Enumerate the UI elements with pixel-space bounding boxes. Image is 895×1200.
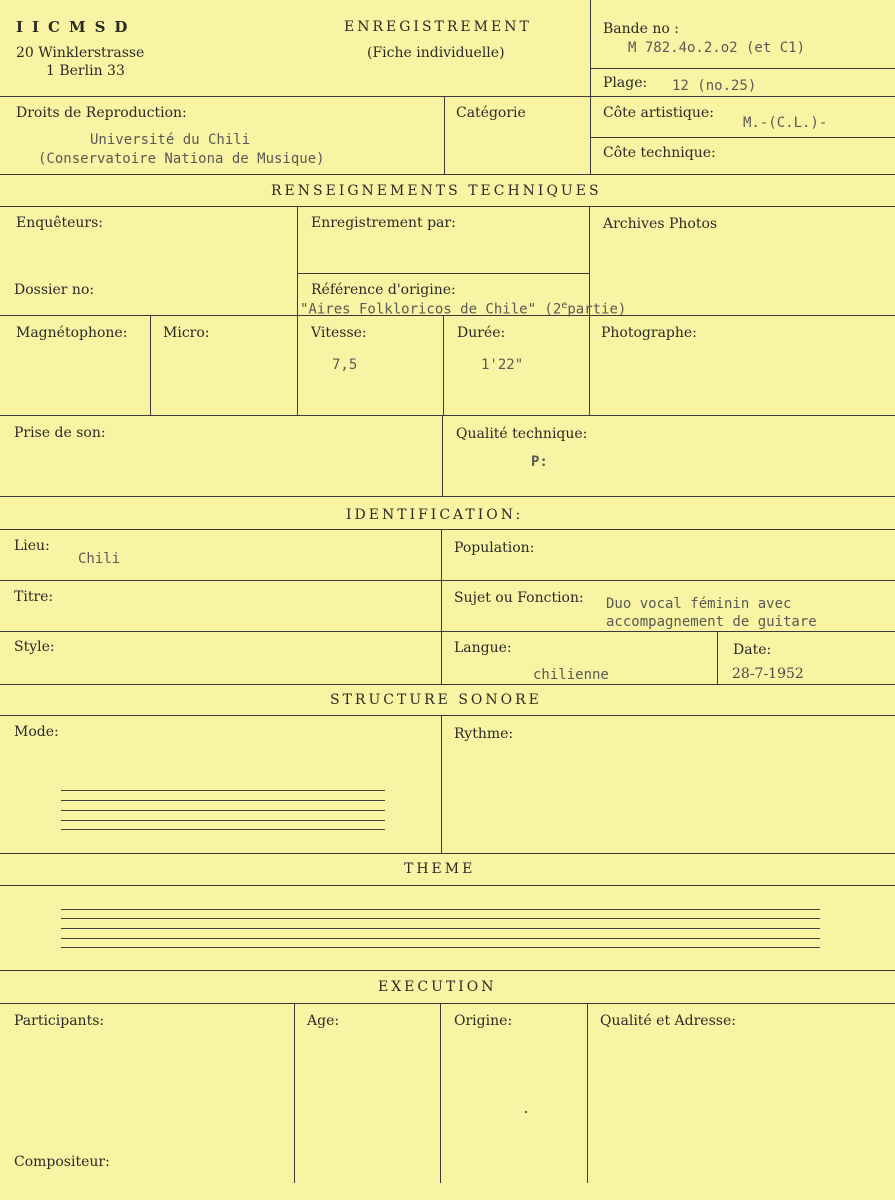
qualite-technique-label: Qualité technique: bbox=[456, 426, 588, 442]
origine-label: Origine: bbox=[454, 1013, 513, 1029]
rule bbox=[441, 529, 442, 684]
bande-value: M 782.4o.2.o2 (et C1) bbox=[628, 40, 806, 56]
rule bbox=[297, 273, 589, 274]
rule bbox=[0, 970, 895, 971]
participants-label: Participants: bbox=[14, 1013, 105, 1029]
staff-line bbox=[61, 810, 385, 811]
rule bbox=[0, 853, 895, 854]
rule bbox=[0, 580, 895, 581]
cote-artistique-label: Côte artistique: bbox=[603, 105, 714, 121]
micro-label: Micro: bbox=[163, 325, 210, 341]
duree-label: Durée: bbox=[457, 325, 506, 341]
form-subtitle: (Fiche individuelle) bbox=[367, 45, 505, 61]
rule bbox=[297, 206, 298, 415]
rule bbox=[587, 1003, 588, 1183]
lieu-label: Lieu: bbox=[14, 538, 50, 554]
qualite-technique-value: P: bbox=[531, 454, 548, 470]
reference-label: Référence d'origine: bbox=[311, 282, 456, 298]
langue-value: chilienne bbox=[533, 667, 609, 683]
technical-heading: RENSEIGNEMENTS TECHNIQUES bbox=[271, 183, 602, 199]
rule bbox=[444, 96, 445, 174]
staff-line bbox=[61, 829, 385, 830]
enqueteurs-label: Enquêteurs: bbox=[16, 215, 104, 231]
institution-logo: IICMSD bbox=[16, 18, 137, 36]
vitesse-label: Vitesse: bbox=[311, 325, 367, 341]
rule bbox=[0, 496, 895, 497]
rule bbox=[717, 631, 718, 684]
rule bbox=[0, 1003, 895, 1004]
theme-heading: THEME bbox=[404, 861, 476, 877]
sujet-value-line-1: Duo vocal féminin avec bbox=[606, 596, 792, 612]
archives-photos-label: Archives Photos bbox=[603, 216, 718, 232]
rule bbox=[590, 68, 895, 69]
rule bbox=[590, 0, 591, 174]
staff-line bbox=[61, 800, 385, 801]
duree-value: 1'22" bbox=[481, 357, 524, 373]
mode-label: Mode: bbox=[14, 724, 59, 740]
rights-line-1: Université du Chili bbox=[90, 132, 251, 148]
langue-label: Langue: bbox=[454, 640, 512, 656]
enregistrement-par-label: Enregistrement par: bbox=[311, 215, 456, 231]
prise-de-son-label: Prise de son: bbox=[14, 425, 106, 441]
plage-label: Plage: bbox=[603, 75, 648, 91]
rythme-label: Rythme: bbox=[454, 726, 514, 742]
qualite-adresse-label: Qualité et Adresse: bbox=[600, 1013, 736, 1029]
date-value: 28-7-1952 bbox=[732, 666, 804, 682]
lieu-value: Chili bbox=[78, 551, 121, 567]
vitesse-value: 7,5 bbox=[332, 357, 358, 373]
execution-heading: EXECUTION bbox=[378, 979, 497, 995]
bande-label: Bande no : bbox=[603, 21, 679, 37]
style-label: Style: bbox=[14, 639, 55, 655]
staff-line bbox=[61, 909, 820, 910]
dossier-label: Dossier no: bbox=[14, 282, 95, 298]
address-line-2: 1 Berlin 33 bbox=[46, 63, 125, 79]
rule bbox=[440, 1003, 441, 1183]
staff-line bbox=[61, 820, 385, 821]
staff-line bbox=[61, 947, 820, 948]
rule bbox=[442, 415, 443, 496]
categorie-label: Catégorie bbox=[456, 105, 526, 121]
identification-heading: IDENTIFICATION: bbox=[346, 507, 524, 523]
rule bbox=[0, 684, 895, 685]
rule bbox=[0, 529, 895, 530]
staff-line bbox=[61, 790, 385, 791]
sujet-value-line-2: accompagnement de guitare bbox=[606, 614, 817, 630]
staff-line bbox=[61, 918, 820, 919]
structure-heading: STRUCTURE SONORE bbox=[330, 692, 542, 708]
rule bbox=[0, 631, 895, 632]
population-label: Population: bbox=[454, 540, 535, 556]
staff-line bbox=[61, 938, 820, 939]
staff-line bbox=[61, 928, 820, 929]
rights-label: Droits de Reproduction: bbox=[16, 105, 187, 121]
rule bbox=[0, 415, 895, 416]
rule bbox=[443, 315, 444, 415]
rights-line-2: (Conservatoire Nationa de Musique) bbox=[38, 151, 325, 167]
rule bbox=[0, 885, 895, 886]
form-title: ENREGISTREMENT bbox=[344, 19, 532, 35]
rule bbox=[0, 96, 895, 97]
rule bbox=[0, 174, 895, 175]
rule bbox=[294, 1003, 295, 1183]
rule bbox=[441, 715, 442, 853]
photographe-label: Photographe: bbox=[601, 325, 697, 341]
age-label: Age: bbox=[307, 1013, 340, 1029]
cote-technique-label: Côte technique: bbox=[603, 145, 716, 161]
date-label: Date: bbox=[733, 642, 772, 658]
plage-value: 12 (no.25) bbox=[672, 78, 757, 94]
rule bbox=[0, 715, 895, 716]
ink-mark bbox=[525, 1111, 527, 1113]
sujet-label: Sujet ou Fonction: bbox=[454, 590, 584, 606]
address-line-1: 20 Winklerstrasse bbox=[16, 45, 145, 61]
compositeur-label: Compositeur: bbox=[14, 1154, 110, 1170]
cote-artistique-value: M.-(C.L.)- bbox=[743, 115, 828, 131]
rule bbox=[0, 206, 895, 207]
rule bbox=[590, 137, 895, 138]
reference-value: "Aires Folkloricos de Chile" (2epartie) bbox=[300, 300, 627, 318]
titre-label: Titre: bbox=[14, 589, 54, 605]
magnetophone-label: Magnétophone: bbox=[16, 325, 128, 341]
rule bbox=[150, 315, 151, 415]
